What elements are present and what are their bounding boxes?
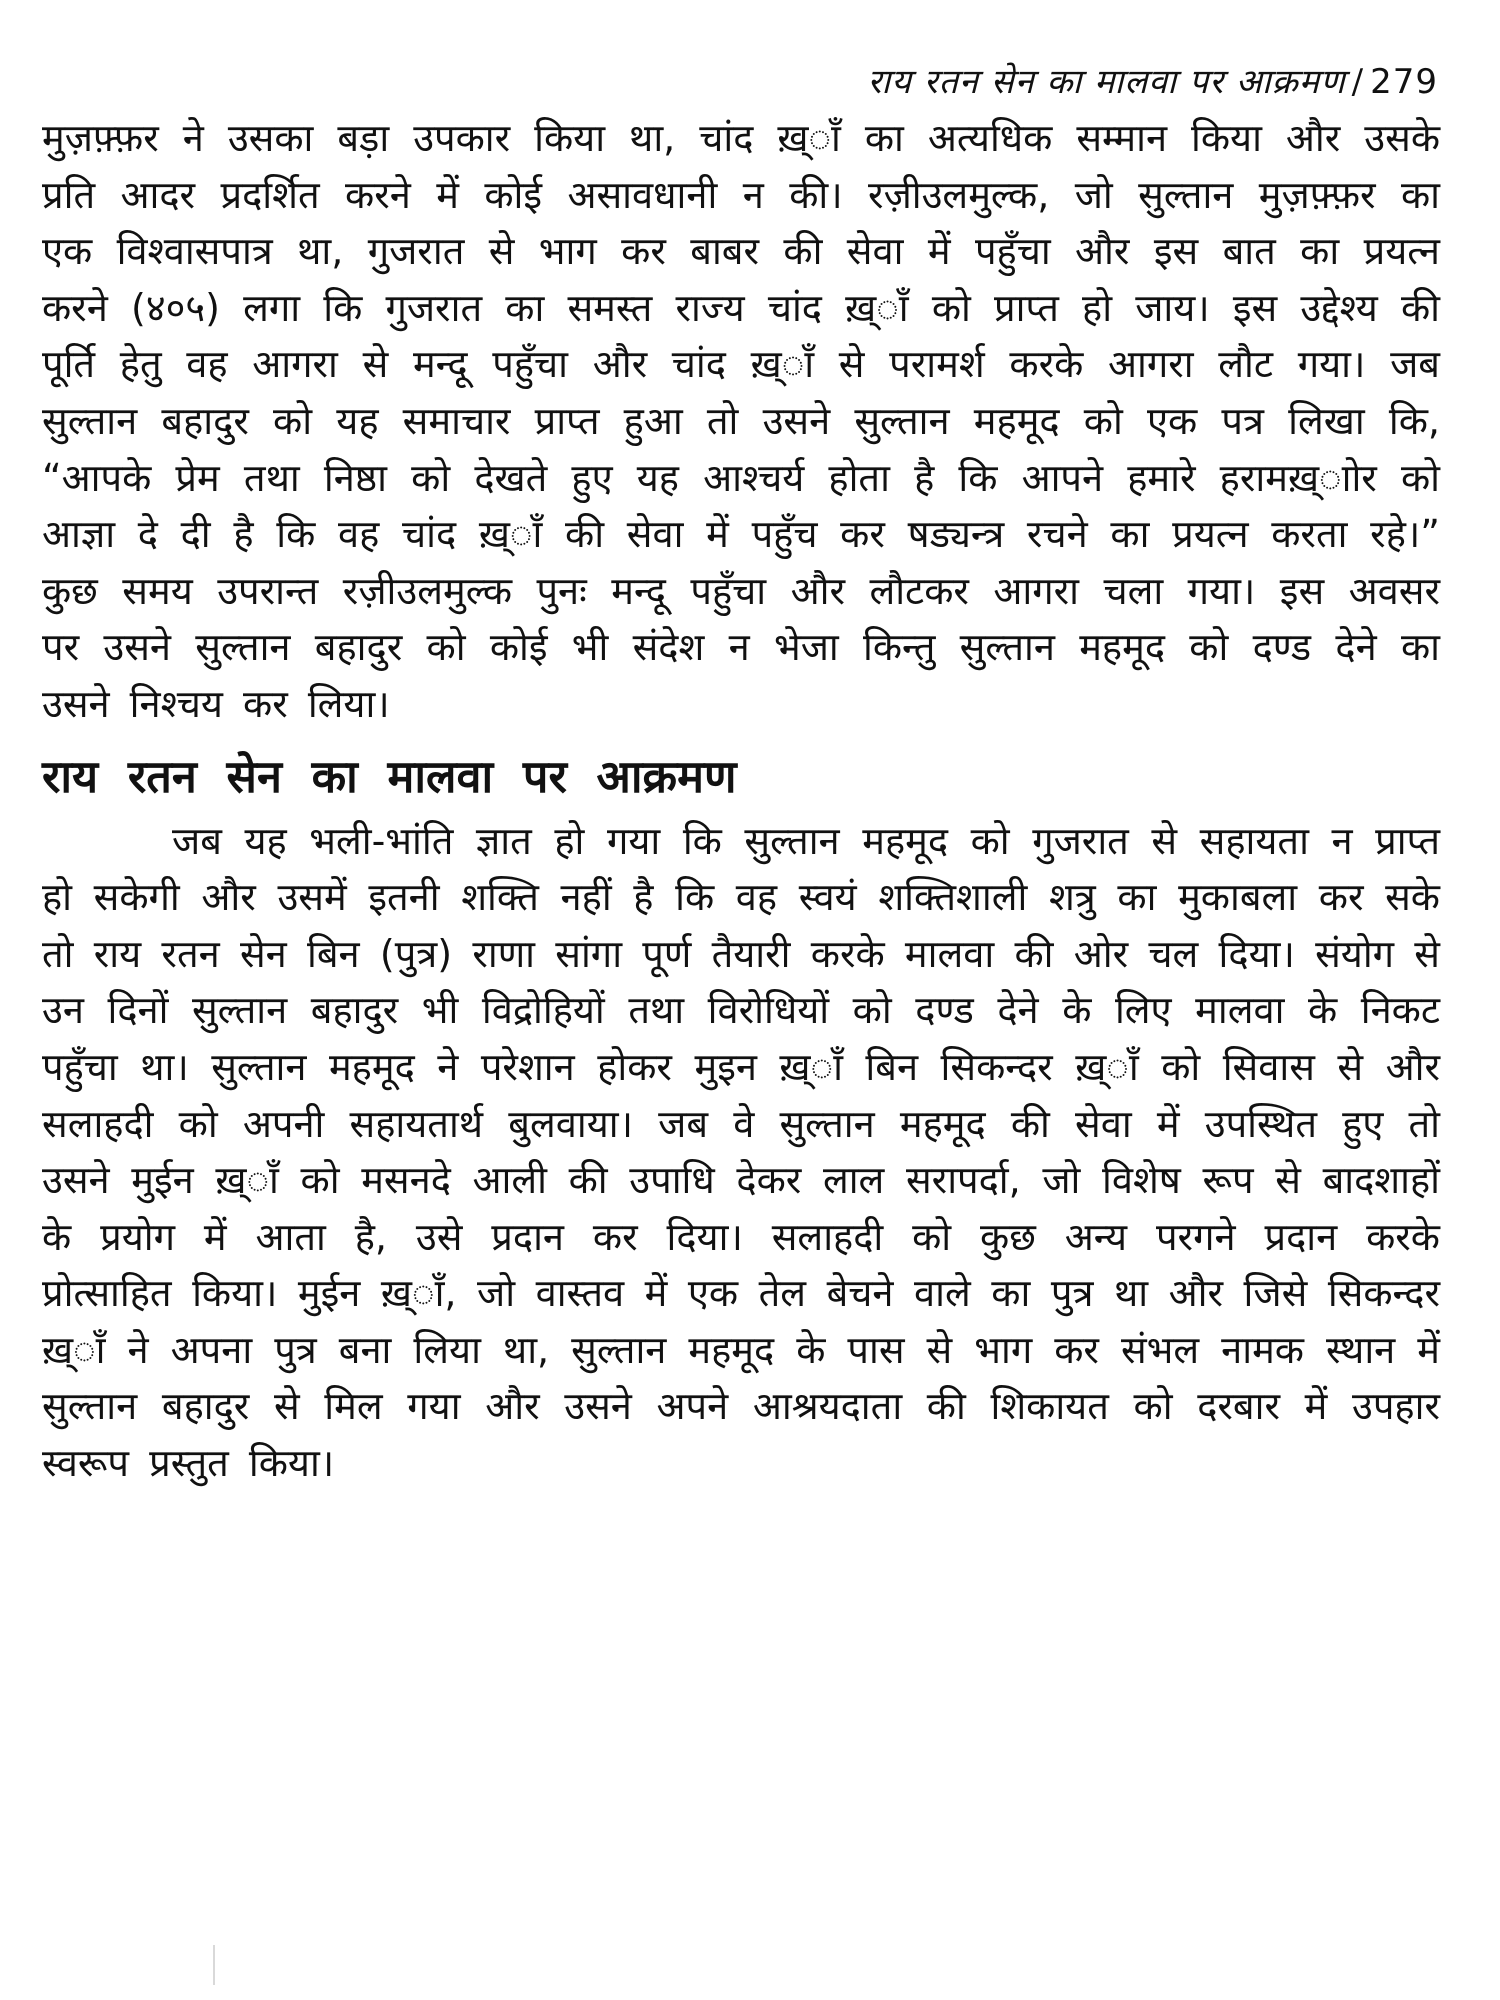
page-number: 279	[1370, 62, 1438, 102]
scan-mark	[213, 1945, 215, 1985]
running-head-title: राय रतन सेन का मालवा पर आक्रमण	[867, 62, 1346, 102]
section-heading: राय रतन सेन का मालवा पर आक्रमण	[42, 749, 737, 803]
running-head-separator: /	[1351, 62, 1365, 102]
running-head	[42, 62, 1440, 110]
body-paragraph-1: मुज़फ़्फ़र ने उसका बड़ा उपकार किया था, चांद ख़्ाँ का अत्यधिक सम्मान किया और उसके प्रति आदर प्रदर्शित करने में कोई असावधानी न की। रज़ीउलमुल्क, जो सुल्तान मुज़फ़्फ़र का एक विश्वासपात्र था, गुजरात से भाग कर बाबर की सेवा में पहुँचा और इस बात का प्रयत्न करने (४०५) लगा कि गुजरात का समस्त राज्य चांद ख़्ाँ को प्राप्त हो जाय। इस उद्देश्य की पूर्ति हेतु वह आगरा से मन्दू पहुँचा और चांद ख़्ाँ से परामर्श करके आगरा लौट गया। जब सुल्तान बहादुर को यह समाचार प्राप्त हुआ तो उसने सुल्तान महमूद को एक पत्र लिखा कि, “आपके प्रेम तथा निष्ठा को देखते हुए यह आश्चर्य होता है कि आपने हमारे हरामख़्ाोर को आज्ञा दे दी है कि वह चांद ख़्ाँ की सेवा में पहुँच कर षड्यन्त्र रचने का प्रयत्न करता रहे।” कुछ समय उपरान्त रज़ीउलमुल्क पुनः मन्दू पहुँचा और लौटकर आगरा चला गया। इस अवसर पर उसने सुल्तान बहादुर को कोई भी संदेश न भेजा किन्तु सुल्तान महमूद को दण्ड देने का उसने निश्चय कर लिया।	[42, 116, 1440, 726]
body-paragraph-2: जब यह भली-भांति ज्ञात हो गया कि सुल्तान महमूद को गुजरात से सहायता न प्राप्त हो सकेगी और उसमें इतनी शक्ति नहीं है कि वह स्वयं शक्तिशाली शत्रु का मुकाबला कर सके तो राय रतन सेन बिन (पुत्र) राणा सांगा पूर्ण तैयारी करके मालवा की ओर चल दिया। संयोग से उन दिनों सुल्तान बहादुर भी विद्रोहियों तथा विरोधियों को दण्ड देने के लिए मालवा के निकट पहुँचा था। सुल्तान महमूद ने परेशान होकर मुइन ख़्ाँ बिन सिकन्दर ख़्ाँ को सिवास से और सलाहदी को अपनी सहायतार्थ बुलवाया। जब वे सुल्तान महमूद की सेवा में उपस्थित हुए तो उसने मुईन ख़्ाँ को मसनदे आली की उपाधि देकर लाल सरापर्दा, जो विशेष रूप से बादशाहों के प्रयोग में आता है, उसे प्रदान कर दिया। सलाहदी को कुछ अन्य परगने प्रदान करके प्रोत्साहित किया। मुईन ख़्ाँ, जो वास्तव में एक तेल बेचने वाले का पुत्र था और जिसे सिकन्दर ख़्ाँ ने अपना पुत्र बना लिया था, सुल्तान महमूद के पास से भाग कर संभल नामक स्थान में सुल्तान बहादुर से मिल गया और उसने अपने आश्रयदाता की शिकायत को दरबार में उपहार स्वरूप प्रस्तुत किया।	[42, 818, 1440, 1486]
